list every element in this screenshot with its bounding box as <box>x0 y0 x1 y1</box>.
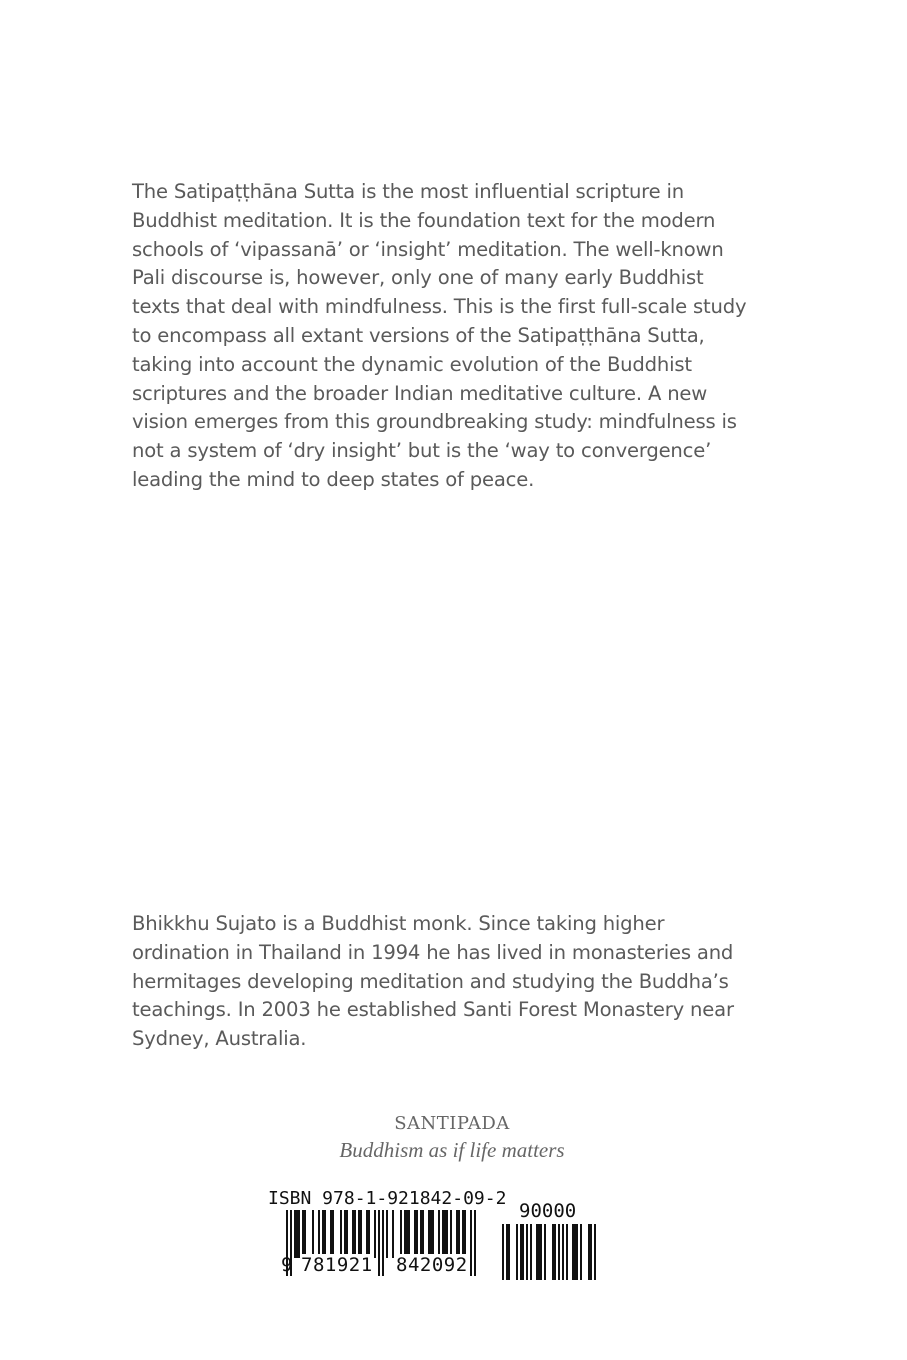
barcode-bar <box>458 1210 460 1258</box>
barcode-bar <box>304 1210 306 1258</box>
barcode-bar <box>386 1210 388 1258</box>
barcode-bar <box>456 1210 458 1258</box>
addon-bar <box>540 1224 542 1280</box>
barcode-bar <box>382 1210 384 1276</box>
barcode-bar <box>332 1210 334 1258</box>
barcode-bar <box>340 1210 342 1258</box>
addon-bar <box>544 1224 546 1280</box>
addon-bar <box>562 1224 564 1280</box>
barcode-bar <box>322 1210 324 1258</box>
book-description <box>132 178 772 495</box>
barcode-bar <box>298 1210 300 1258</box>
description-line: schools of ‘vipassanā’ or ‘insight’ meditation. The well-known <box>132 237 724 261</box>
barcode-bar <box>422 1210 424 1258</box>
addon-bar <box>590 1224 592 1280</box>
barcode-bar <box>352 1210 354 1258</box>
barcode-bar <box>464 1210 466 1258</box>
description-line: Pali discourse is, however, only one of many early Buddhist <box>132 266 704 290</box>
addon-bar <box>576 1224 578 1280</box>
barcode-bar <box>416 1210 418 1258</box>
addon-bar <box>536 1224 538 1280</box>
barcode-left-digits: 781921 <box>301 1254 373 1276</box>
barcode-first-digit: 9 <box>281 1254 293 1276</box>
bio-line: ordination in Thailand in 1994 he has lived in monasteries and <box>132 940 734 964</box>
barcode-bar <box>330 1210 332 1258</box>
barcode-bar <box>354 1210 356 1258</box>
barcode-bar <box>408 1210 410 1258</box>
barcode-bar <box>294 1210 296 1258</box>
barcode-bar <box>474 1210 476 1276</box>
bio-line: hermitages developing meditation and studying the Buddha’s <box>132 969 729 993</box>
barcode-bar <box>462 1210 464 1258</box>
addon-bar <box>502 1224 504 1280</box>
addon-bar <box>508 1224 510 1280</box>
addon-bar <box>566 1224 568 1280</box>
barcode-bar <box>400 1210 402 1258</box>
barcode-bar <box>404 1210 406 1258</box>
addon-bar <box>588 1224 590 1280</box>
description-line: Buddhist meditation. It is the foundation text for the modern <box>132 208 716 232</box>
barcode-bar <box>444 1210 446 1258</box>
addon-bar <box>558 1224 560 1280</box>
barcode-bar <box>374 1210 376 1258</box>
description-line: leading the mind to deep states of peace. <box>132 467 535 491</box>
barcode-bar <box>442 1210 444 1258</box>
publisher-tagline: Buddhism as if life matters <box>339 1138 565 1162</box>
barcode-bar <box>324 1210 326 1258</box>
barcode-bar <box>450 1210 452 1258</box>
description-line: texts that deal with mindfulness. This is the first full-scale study <box>132 295 747 319</box>
barcode-bar <box>344 1210 346 1258</box>
barcode-bar <box>360 1210 362 1258</box>
isbn-label: ISBN 978-1-921842-09-2 <box>268 1188 507 1209</box>
barcode-bar <box>428 1210 430 1258</box>
barcode-bar <box>378 1210 380 1276</box>
addon-bar <box>580 1224 582 1280</box>
addon-bar <box>506 1224 508 1280</box>
addon-barcode-icon <box>502 1224 602 1282</box>
author-bio <box>132 910 772 1054</box>
bio-line: teachings. In 2003 he established Santi Forest Monastery near <box>132 998 734 1022</box>
description-line: not a system of ‘dry insight’ but is the ‘way to convergence’ <box>132 439 712 463</box>
barcode-bar <box>430 1210 432 1258</box>
addon-bar <box>552 1224 554 1280</box>
price-addon-code: 90000 <box>519 1200 577 1222</box>
barcode-bar <box>406 1210 408 1258</box>
barcode-bar <box>368 1210 370 1258</box>
description-line: The Satipaṭṭhāna Sutta is the most influential scripture in <box>132 180 684 203</box>
description-line: vision emerges from this groundbreaking study: mindfulness is <box>132 410 737 434</box>
barcode-bar <box>414 1210 416 1258</box>
addon-bar <box>526 1224 528 1280</box>
bio-line: Bhikkhu Sujato is a Buddhist monk. Since taking higher <box>132 912 665 935</box>
barcode-bar <box>392 1210 394 1258</box>
barcode-bar <box>318 1210 320 1258</box>
barcode-bar <box>312 1210 314 1258</box>
barcode-bar <box>366 1210 368 1258</box>
barcode-bar <box>358 1210 360 1258</box>
barcode-bar <box>470 1210 472 1276</box>
barcode-bar <box>420 1210 422 1258</box>
barcode-bar <box>432 1210 434 1258</box>
addon-bar <box>530 1224 532 1280</box>
addon-bar <box>522 1224 524 1280</box>
barcode-bar <box>296 1210 298 1258</box>
barcode-bar <box>438 1210 440 1258</box>
addon-bar <box>574 1224 576 1280</box>
barcode-right-digits: 842092 <box>396 1254 468 1276</box>
barcode-bar <box>446 1210 448 1258</box>
bio-line: Sydney, Australia. <box>132 1027 307 1051</box>
description-line: taking into account the dynamic evolution of the Buddhist <box>132 352 692 376</box>
addon-bar <box>538 1224 540 1280</box>
barcode-bar <box>302 1210 304 1258</box>
addon-bar <box>594 1224 596 1280</box>
description-line: scriptures and the broader Indian meditative culture. A new <box>132 381 708 405</box>
barcode-bar <box>346 1210 348 1258</box>
publisher-name: SANTIPADA <box>394 1113 510 1134</box>
addon-bar <box>520 1224 522 1280</box>
addon-bar <box>554 1224 556 1280</box>
addon-bar <box>516 1224 518 1280</box>
description-line: to encompass all extant versions of the Satipaṭṭhāna Sutta, <box>132 323 705 347</box>
addon-bar <box>572 1224 574 1280</box>
